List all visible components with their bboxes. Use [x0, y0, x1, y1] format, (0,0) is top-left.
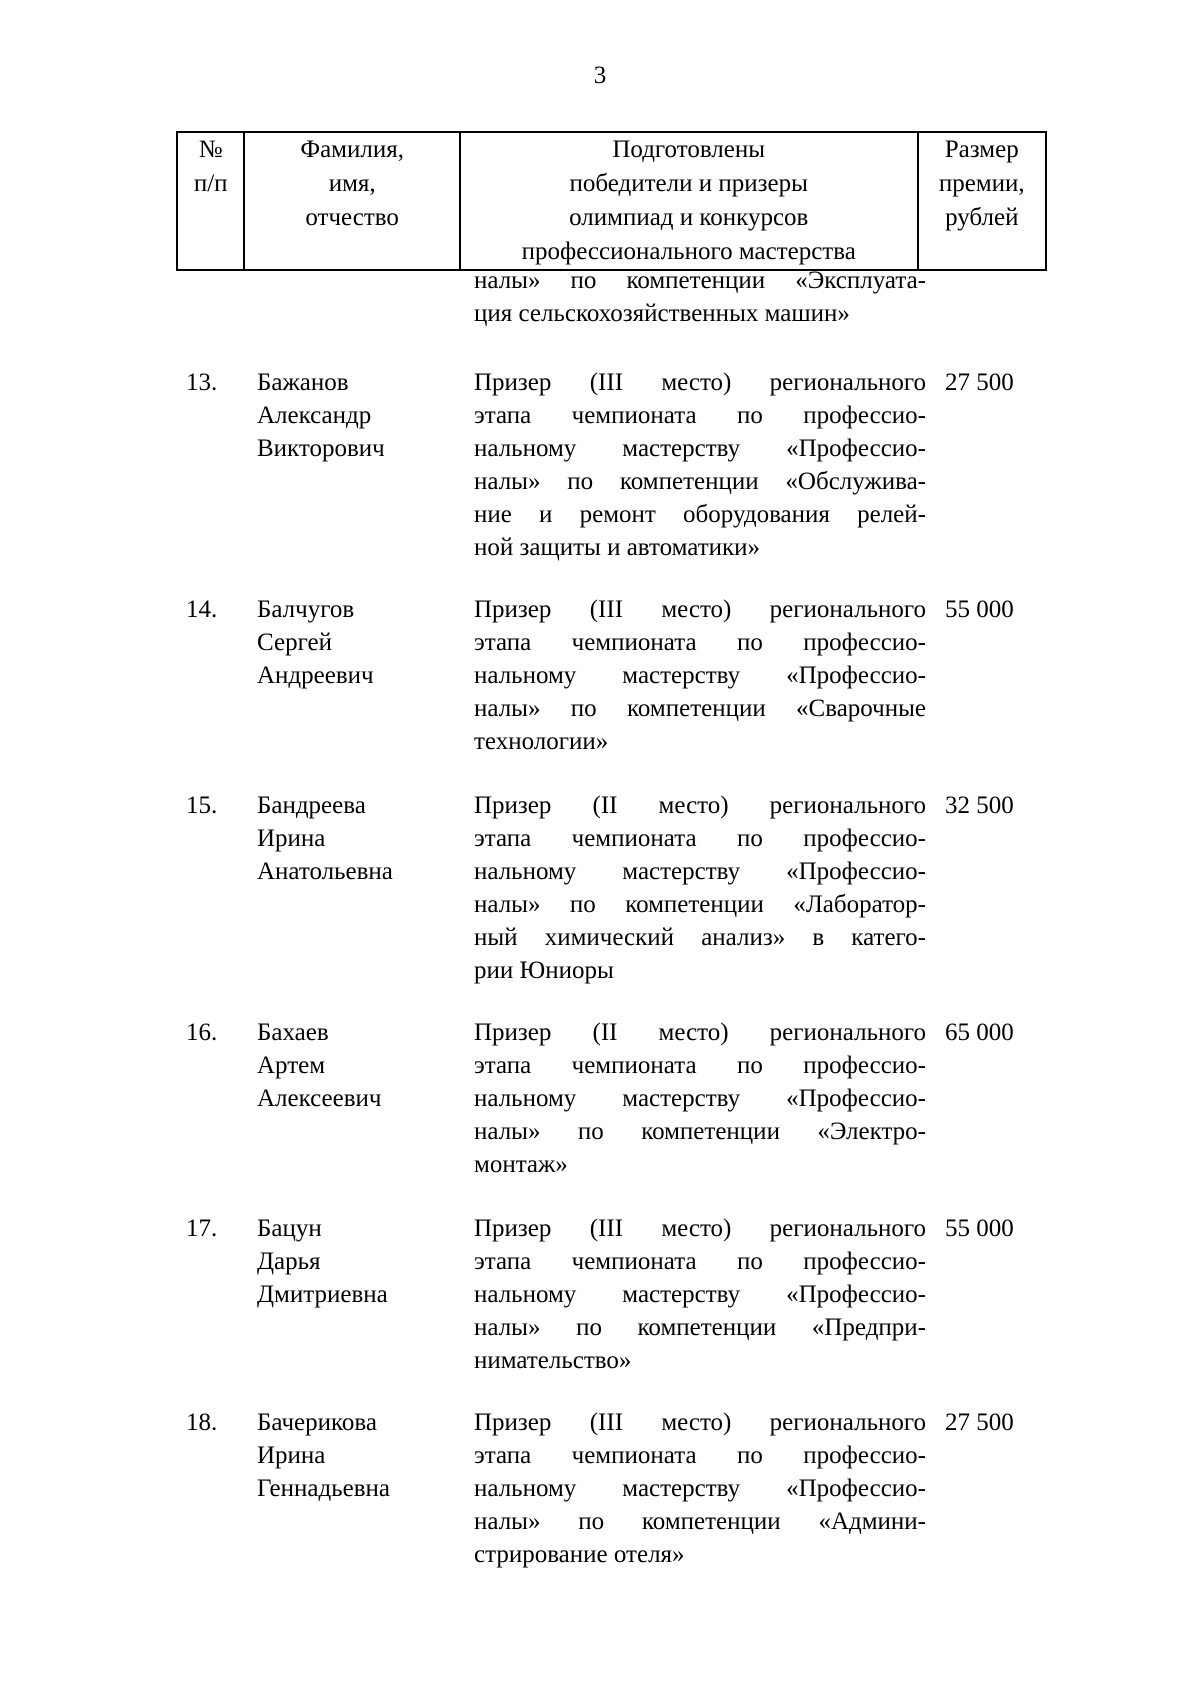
header-col-number	[177, 132, 244, 270]
description-line: нальному мастерству «Профессио-	[474, 662, 926, 689]
description-line: Призер (II место) регионального	[474, 1019, 926, 1046]
description-line: нальному мастерству «Профессио-	[474, 1475, 926, 1502]
entry-name	[257, 1212, 457, 1311]
first-name: Александр	[257, 402, 372, 429]
description-line: налы» по компетенции «Обслужива-	[474, 468, 926, 495]
header-text: п/п	[193, 170, 228, 197]
entry-prize: 32 500	[945, 792, 1014, 819]
description-line: Призер (II место) регионального	[474, 792, 926, 819]
description-line: налы» по компетенции «Электро-	[474, 1118, 926, 1145]
header-col-prize	[918, 132, 1046, 270]
description-line: стрирование отеля»	[474, 1541, 685, 1568]
description-line: этапа чемпионата по профессио-	[474, 402, 926, 429]
header-text: №	[198, 136, 223, 163]
entry-prize: 55 000	[945, 1215, 1014, 1242]
description-line: налы» по компетенции «Эксплуата-	[474, 267, 926, 294]
entry-number: 16.	[186, 1019, 218, 1046]
description-line: Призер (III место) регионального	[474, 369, 926, 396]
entry-description	[474, 1016, 926, 1181]
surname: Бахаев	[257, 1019, 329, 1046]
description-line: нимательство»	[474, 1347, 632, 1374]
patronymic: Анатольевна	[257, 858, 393, 885]
patronymic: Алексеевич	[257, 1085, 382, 1112]
description-line: этапа чемпионата по профессио-	[474, 1248, 926, 1275]
header-text: Подготовлены	[612, 136, 766, 163]
description-line: технологии»	[474, 728, 609, 755]
surname: Бажанов	[257, 369, 349, 396]
header-text: Размер	[944, 136, 1019, 163]
description-line: нальному мастерству «Профессио-	[474, 435, 926, 462]
first-name: Дарья	[257, 1248, 321, 1275]
header-text: премии,	[938, 170, 1025, 197]
description-line: ция сельскохозяйственных машин»	[474, 300, 850, 327]
description-line: этапа чемпионата по профессио-	[474, 1052, 926, 1079]
description-line: этапа чемпионата по профессио-	[474, 825, 926, 852]
entry-number: 14.	[186, 596, 218, 623]
surname: Бацун	[257, 1215, 322, 1242]
description-line: налы» по компетенции «Предпри-	[474, 1314, 926, 1341]
description-line: нальному мастерству «Профессио-	[474, 1281, 926, 1308]
description-line: рии Юниоры	[474, 957, 614, 984]
entry-description	[474, 593, 926, 758]
entry-name	[257, 366, 457, 465]
header-text: профессионального мастерства	[521, 238, 856, 265]
surname: Бандреева	[257, 792, 366, 819]
entry-description	[474, 789, 926, 987]
entry-name	[257, 1016, 457, 1115]
first-name: Ирина	[257, 825, 326, 852]
carry-over-text	[474, 264, 926, 330]
description-line: налы» по компетенции «Лаборатор-	[474, 891, 926, 918]
entry-name	[257, 1406, 457, 1505]
header-text: победители и призеры	[569, 170, 808, 197]
description-line: налы» по компетенции «Админи-	[474, 1508, 926, 1535]
header-col-description	[460, 132, 918, 270]
description-line: этапа чемпионата по профессио-	[474, 1442, 926, 1469]
description-line: нальному мастерству «Профессио-	[474, 1085, 926, 1112]
entry-description	[474, 1406, 926, 1571]
header-text: отчество	[305, 204, 399, 231]
header-col-name	[244, 132, 459, 270]
entry-description	[474, 366, 926, 564]
entry-number: 13.	[186, 369, 218, 396]
description-line: Призер (III место) регионального	[474, 1215, 926, 1242]
first-name: Ирина	[257, 1442, 326, 1469]
entry-prize: 27 500	[945, 1409, 1014, 1436]
description-line: этапа чемпионата по профессио-	[474, 629, 926, 656]
patronymic: Дмитриевна	[257, 1281, 388, 1308]
description-line: ный химический анализ» в катего-	[474, 924, 926, 951]
description-line: ние и ремонт оборудования релей-	[474, 501, 926, 528]
entry-description	[474, 1212, 926, 1377]
first-name: Сергей	[257, 629, 332, 656]
description-line: ной защиты и автоматики»	[474, 534, 761, 561]
patronymic: Андреевич	[257, 662, 374, 689]
entry-prize: 27 500	[945, 369, 1014, 396]
patronymic: Геннадьевна	[257, 1475, 390, 1502]
entry-prize: 55 000	[945, 596, 1014, 623]
entry-number: 15.	[186, 792, 218, 819]
entry-prize: 65 000	[945, 1019, 1014, 1046]
header-text: олимпиад и конкурсов	[569, 204, 809, 231]
patronymic: Викторович	[257, 435, 385, 462]
description-line: Призер (III место) регионального	[474, 596, 926, 623]
surname: Бачерикова	[257, 1409, 377, 1436]
table-header	[176, 131, 1047, 271]
page-number: 3	[593, 62, 607, 89]
description-line: налы» по компетенции «Сварочные	[474, 695, 926, 722]
description-line: нальному мастерству «Профессио-	[474, 858, 926, 885]
first-name: Артем	[257, 1052, 326, 1079]
description-line: монтаж»	[474, 1151, 568, 1178]
surname: Балчугов	[257, 596, 355, 623]
entry-number: 17.	[186, 1215, 218, 1242]
entry-name	[257, 789, 457, 888]
entry-name	[257, 593, 457, 692]
description-line: Призер (III место) регионального	[474, 1409, 926, 1436]
header-text: Фамилия,	[300, 136, 404, 163]
entry-number: 18.	[186, 1409, 218, 1436]
header-text: рублей	[945, 204, 1019, 231]
header-text: имя,	[328, 170, 376, 197]
